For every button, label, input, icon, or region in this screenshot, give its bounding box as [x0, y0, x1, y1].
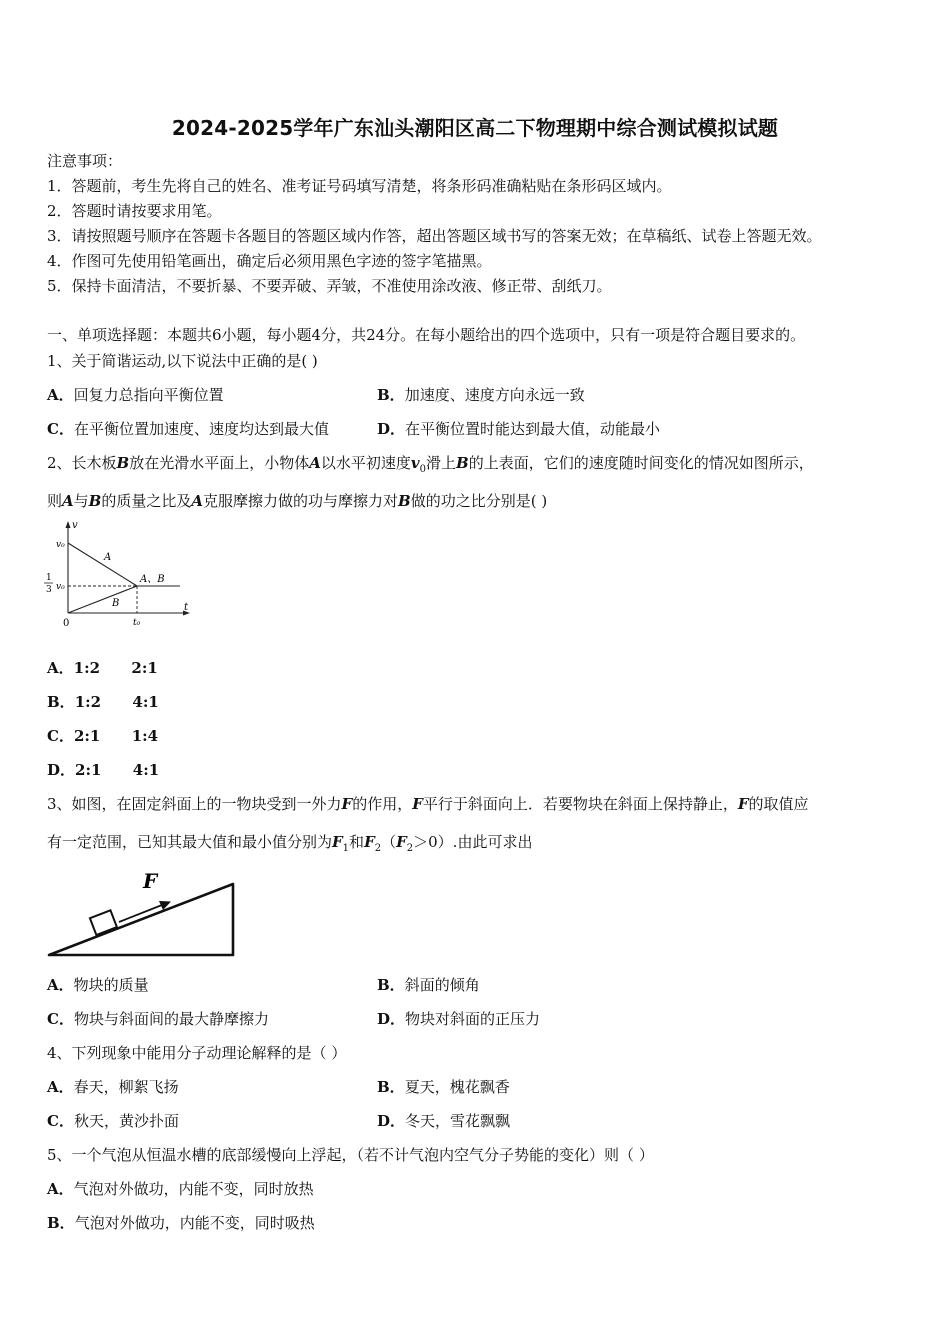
q4-option-c: C．秋天，黄沙扑面: [47, 1112, 179, 1130]
q2-option-a: A．1:2 2:1: [47, 659, 158, 677]
q4-option-b: B．夏天，槐花飘香: [377, 1078, 510, 1096]
q2-option-d: D．2:1 4:1: [47, 761, 160, 779]
q2-option-c: C．2:1 1:4: [47, 727, 159, 745]
notice-heading: 注意事项：: [47, 152, 123, 170]
velocity-time-graph: [40, 518, 200, 630]
q4-option-d: D．冬天，雪花飘飘: [377, 1112, 511, 1130]
incline-diagram: [45, 862, 240, 962]
third-numerator: 1: [46, 573, 52, 583]
q5-option-a: A．气泡对外做功，内能不变，同时放热: [47, 1180, 314, 1198]
v-axis-arrow: [66, 521, 71, 528]
q5-stem: 5、一个气泡从恒温水槽的底部缓慢向上浮起，（若不计气泡内空气分子势能的变化）则（ ）: [47, 1146, 654, 1164]
label-AB: A、B: [140, 574, 165, 585]
origin-label: 0: [63, 618, 70, 629]
q2-stem-line1: 2、长木板B放在光滑水平面上，小物体A以水平初速度$v_0$滑上B的上表面，它们的速度随时间变化的情况如图所示，: [47, 454, 814, 475]
q2-stem-line2: 则A与B的质量之比及A克服摩擦力做的功与摩擦力对B做的功之比分别是( ): [47, 492, 548, 510]
q3-option-c: C．物块与斜面间的最大静摩擦力: [47, 1010, 269, 1028]
q3-option-d: D．物块对斜面的正压力: [377, 1010, 541, 1028]
q4-option-a: A．春天，柳絮飞扬: [47, 1078, 179, 1096]
label-A: A: [104, 552, 112, 563]
q1-option-d: D．在平衡位置时能达到最大值，动能最小: [377, 420, 661, 438]
notice-item-4: 4．作图可先使用铅笔画出，确定后必须用黑色字迹的签字笔描黑。: [47, 252, 492, 270]
incline-triangle: [49, 884, 233, 955]
line-A: [68, 543, 137, 586]
q3-option-a: A．物块的质量: [47, 976, 149, 994]
q3-stem-line1: 3、如图，在固定斜面上的一物块受到一外力F的作用，F平行于斜面向上．若要物块在斜面上保持静止，F的取值应: [47, 795, 809, 813]
page-title: 2024-2025学年广东汕头潮阳区高二下物理期中综合测试模拟试题: [171, 116, 779, 140]
q1-option-a: A．回复力总指向平衡位置: [47, 386, 224, 404]
q1-option-c: C．在平衡位置加速度、速度均达到最大值: [47, 420, 329, 438]
q4-stem: 4、下列现象中能用分子动理论解释的是（ ）: [47, 1044, 347, 1062]
notice-item-5: 5．保持卡面清洁，不要折暴、不要弄破、弄皱，不准使用涂改液、修正带、刮纸刀。: [47, 277, 612, 295]
notice-item-2: 2．答题时请按要求用笔。: [47, 202, 222, 220]
q1-option-b: B．加速度、速度方向永远一致: [377, 386, 585, 404]
force-label: F: [143, 869, 158, 893]
label-B: B: [112, 598, 120, 609]
t-axis-label: t: [184, 602, 189, 613]
q3-stem-line2: 有一定范围，已知其最大值和最小值分别为$F_1$和$F_2(F_2>0)$.由此可求出: [47, 833, 533, 854]
section-heading: 一、单项选择题：本题共6小题，每小题4分，共24分。在每小题给出的四个选项中，只有一项是符合题目要求的。: [47, 326, 806, 344]
q2-option-b: B．1:2 4:1: [47, 693, 159, 711]
notice-item-1: 1．答题前，考生先将自己的姓名、准考证号码填写清楚，将条形码准确粘贴在条形码区域内。: [47, 177, 672, 195]
q1-stem: 1、关于简谐运动,以下说法中正确的是( ): [47, 352, 318, 370]
line-B: [68, 586, 137, 613]
v-axis-label: v: [72, 520, 78, 531]
q3-option-b: B．斜面的倾角: [377, 976, 480, 994]
v0-label: v₀: [56, 540, 65, 550]
notice-item-3: 3．请按照题号顺序在答题卡各题目的答题区域内作答，超出答题区域书写的答案无效；在草稿纸、试卷上答题无效。: [47, 227, 822, 245]
t0-label: t₀: [133, 618, 141, 628]
third-v0-label: v₀: [56, 582, 65, 592]
q5-option-b: B．气泡对外做功，内能不变，同时吸热: [47, 1214, 315, 1232]
third-denominator: 3: [46, 585, 52, 595]
